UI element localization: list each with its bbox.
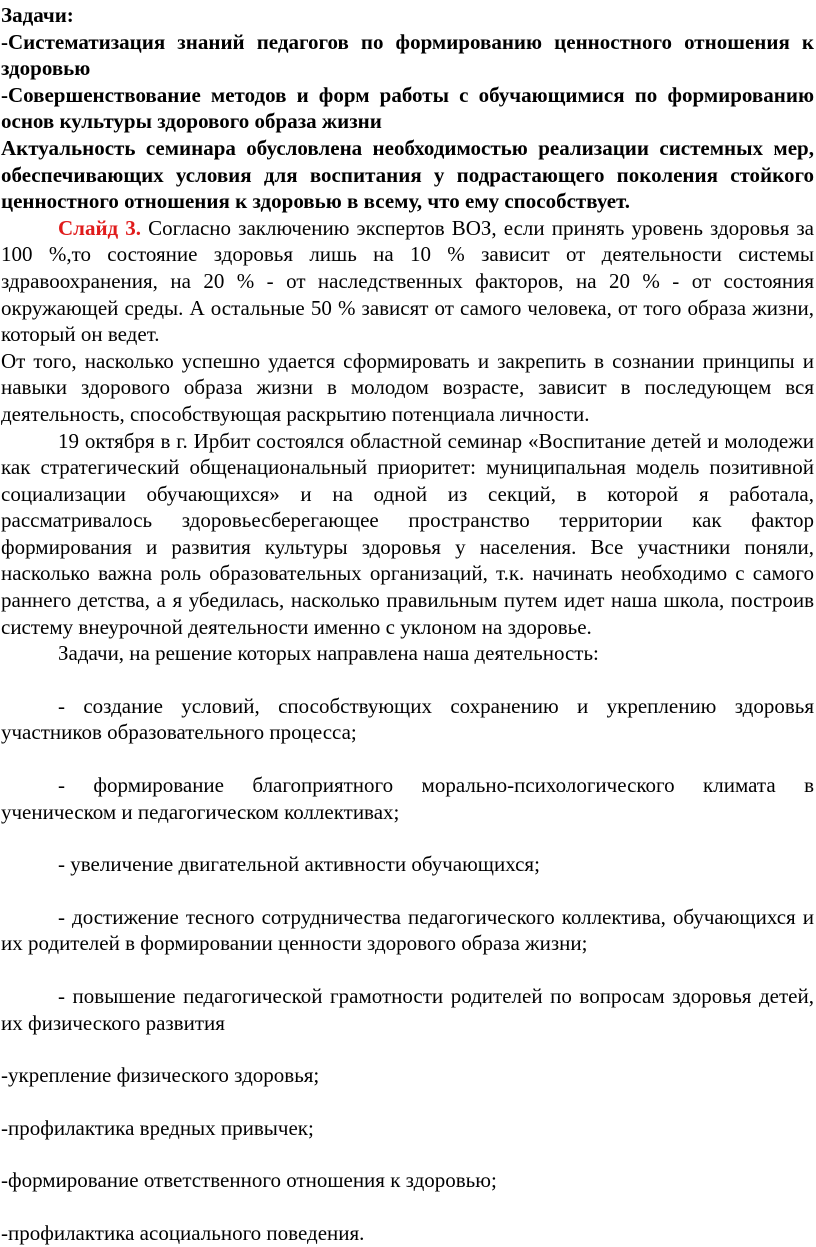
success-paragraph: От того, насколько успешно удается сформировать и закрепить в сознании принципы и навыки здорового образа жизни в молодом возрасте, зависит в последующем вся деятельность, способствующая раскрытию потенциала личности. bbox=[1, 348, 814, 426]
bold-task-item: -Систематизация знаний педагогов по формированию ценностного отношения к здоровью bbox=[1, 29, 814, 81]
task-list-item: - достижение тесного сотрудничества педагогического коллектива, обучающихся и их родителей в формировании ценности здорового образа жизни; bbox=[1, 904, 814, 956]
bold-task-item: -Совершенствование методов и форм работы с обучающимися по формированию основ культуры здорового образа жизни bbox=[1, 82, 814, 134]
slide-text: Согласно заключению экспертов ВОЗ, если принять уровень здоровья за 100 %,то состояние здоровья лишь на 10 % зависит от деятельности системы здравоохранения, на 20 % - от наследственных факторов, на 20 % - от состояния окружающей среды. А остальные 50 % зависят от самого человека, от того образа жизни, который он ведет. bbox=[1, 215, 814, 347]
tasks-heading: Задачи: bbox=[1, 3, 74, 27]
seminar-paragraph: 19 октября в г. Ирбит состоялся областной семинар «Воспитание детей и молодежи как стратегический общенациональный приоритет: муниципальная модель позитивной социализации обучающихся» и на одной из секций, в которой я работала, рассматривалось здоровьесберегающее пространство территории как фактор формирования и развития культуры здоровья у населения. Все участники поняли, насколько важна роль образовательных организаций, т.к. начинать необходимо с самого раннего детства, а я убедилась, насколько правильным путем идет наша школа, построив систему внеурочной деятельности именно с уклоном на здоровье. bbox=[1, 428, 814, 639]
slide-label: Слайд 3. bbox=[58, 215, 142, 240]
task-list-item: - формирование благоприятного морально-психологического климата в ученическом и педагогическом коллективах; bbox=[1, 773, 814, 824]
task-list-item: - создание условий, способствующих сохранению и укреплению здоровья участников образовательного процесса; bbox=[1, 693, 814, 745]
slide-paragraph bbox=[1, 215, 814, 348]
relevance-paragraph: Актуальность семинара обусловлена необходимостью реализации системных мер, обеспечивающих условия для воспитания у подрастающего поколения стойкого ценностного отношения к здоровью в всему, что ему способствует. bbox=[1, 135, 814, 214]
task-list-item: - повышение педагогической грамотности родителей по вопросам здоровья детей, их физического развития bbox=[1, 984, 814, 1035]
extra-list-item: -формирование ответственного отношения к здоровью; bbox=[1, 1168, 497, 1193]
extra-list-item: -укрепление физического здоровья; bbox=[1, 1063, 320, 1088]
extra-list-item: -профилактика асоциального поведения. bbox=[1, 1220, 365, 1245]
tasks-intro: Задачи, на решение которых направлена наша деятельность: bbox=[58, 641, 599, 666]
task-list-item: - увеличение двигательной активности обучающихся; bbox=[58, 852, 540, 877]
extra-list-item: -профилактика вредных привычек; bbox=[1, 1115, 314, 1140]
